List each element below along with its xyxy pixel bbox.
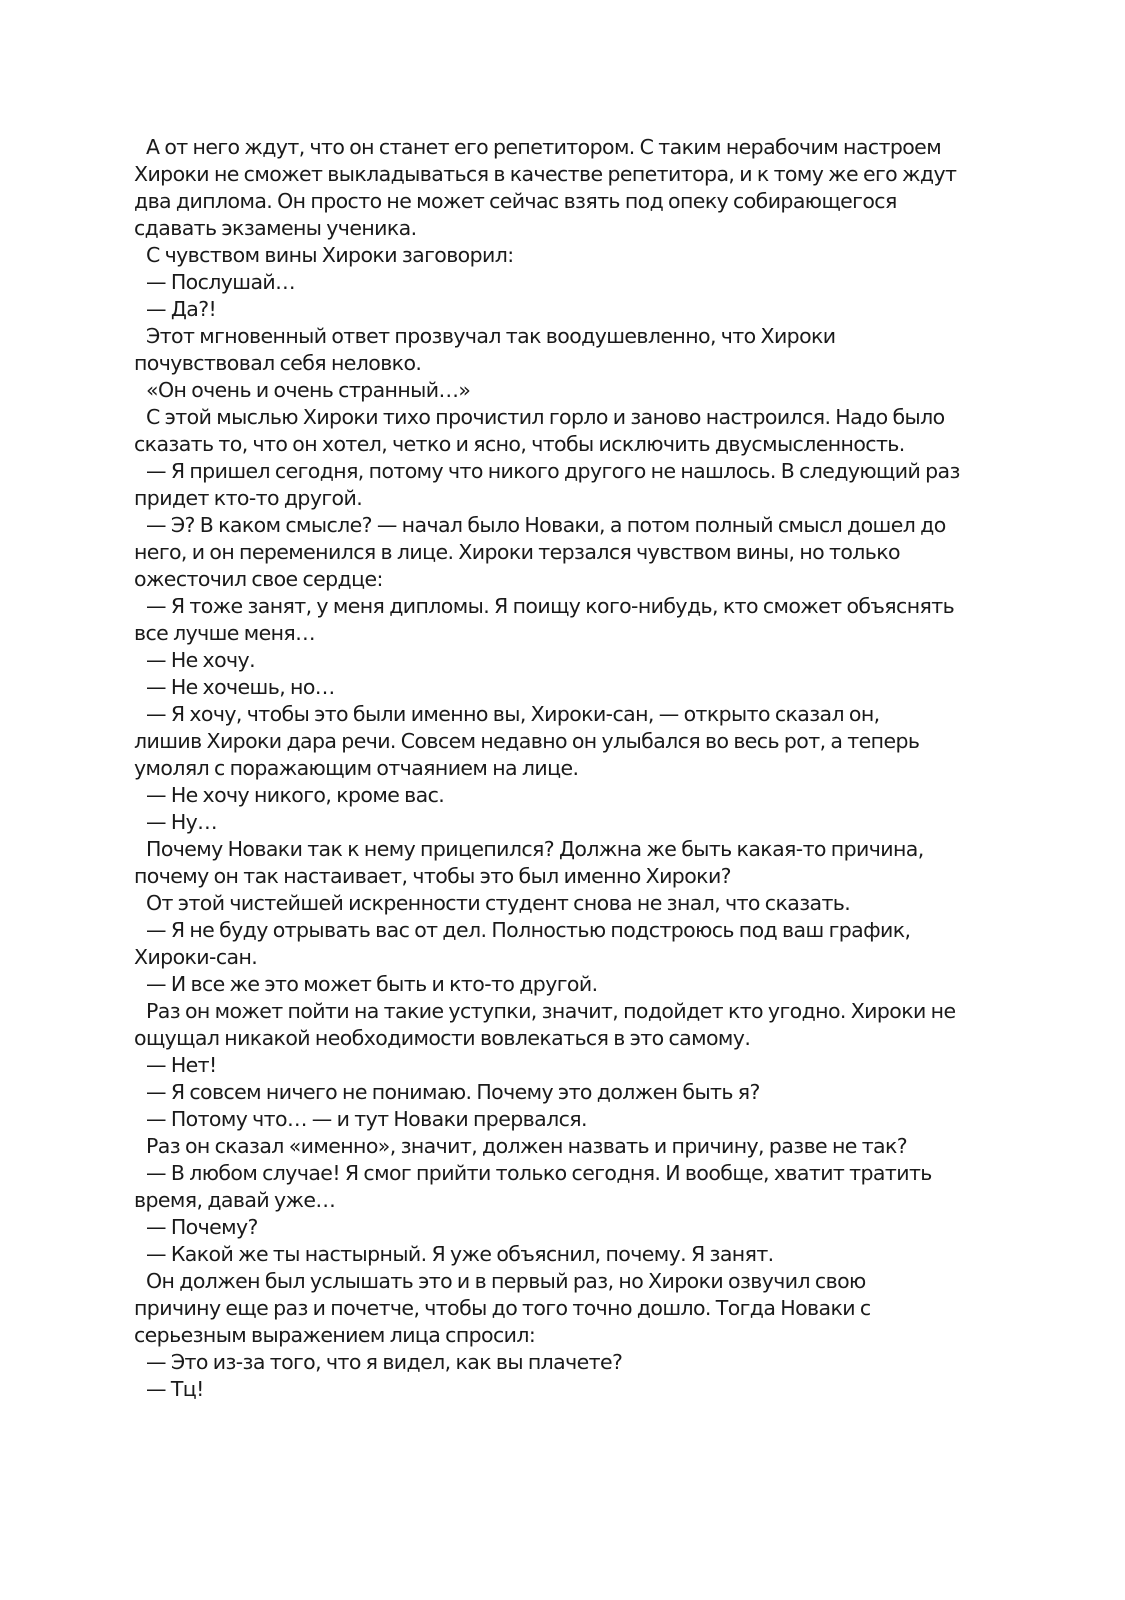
- document-page: [134, 134, 994, 1403]
- text-line: От этой чистейшей искренности студент снова не знал, что сказать.: [146, 891, 851, 915]
- text-line: — Э? В каком смысле? — начал было Новаки, а потом полный смысл дошел до: [146, 513, 946, 537]
- text-line: все лучше меня…: [134, 621, 316, 645]
- text-line: ощущал никакой необходимости вовлекаться в это самому.: [134, 1026, 751, 1050]
- text-line: — Я хочу, чтобы это были именно вы, Хироки-сан, — открыто сказал он,: [146, 702, 880, 726]
- text-line: — Я совсем ничего не понимаю. Почему это должен быть я?: [146, 1080, 760, 1104]
- text-line: придет кто-то другой.: [134, 486, 363, 510]
- text-line: — Не хочешь, но…: [146, 675, 335, 699]
- text-line: — И все же это может быть и кто-то другой.: [146, 972, 598, 996]
- text-line: А от него ждут, что он станет его репетитором. С таким нерабочим настроем: [146, 135, 942, 159]
- text-line: причину еще раз и почетче, чтобы до того точно дошло. Тогда Новаки с: [134, 1296, 871, 1320]
- text-line: — Я пришел сегодня, потому что никого другого не нашлось. В следующий раз: [146, 459, 960, 483]
- text-line: серьезным выражением лица спросил:: [134, 1323, 536, 1347]
- text-line: — Не хочу.: [146, 648, 255, 672]
- text-line: — Послушай…: [146, 270, 296, 294]
- text-line: Этот мгновенный ответ прозвучал так воодушевленно, что Хироки: [146, 324, 836, 348]
- text-line: — Да?!: [146, 297, 217, 321]
- text-line: — Какой же ты настырный. Я уже объяснил, почему. Я занят.: [146, 1242, 774, 1266]
- text-line: Раз он может пойти на такие уступки, значит, подойдет кто угодно. Хироки не: [146, 999, 956, 1023]
- text-line: — Ну…: [146, 810, 218, 834]
- text-line: «Он очень и очень странный…»: [146, 378, 471, 402]
- text-line: ожесточил свое сердце:: [134, 567, 383, 591]
- text-line: сдавать экзамены ученика.: [134, 216, 417, 240]
- text-line: почувствовал себя неловко.: [134, 351, 422, 375]
- text-line: лишив Хироки дара речи. Совсем недавно он улыбался во весь рот, а теперь: [134, 729, 920, 753]
- text-line: сказать то, что он хотел, четко и ясно, чтобы исключить двусмысленность.: [134, 432, 905, 456]
- text-line: — Тц!: [146, 1377, 204, 1401]
- text-line: Хироки не сможет выкладываться в качестве репетитора, и к тому же его ждут: [134, 162, 957, 186]
- text-line: — Почему?: [146, 1215, 258, 1239]
- text-line: умолял с поражающим отчаянием на лице.: [134, 756, 579, 780]
- text-line: два диплома. Он просто не может сейчас взять под опеку собирающегося: [134, 189, 897, 213]
- text-line: — Я тоже занят, у меня дипломы. Я поищу кого-нибудь, кто сможет объяснять: [146, 594, 955, 618]
- text-line: время, давай уже…: [134, 1188, 336, 1212]
- text-line: — Я не буду отрывать вас от дел. Полностью подстроюсь под ваш график,: [146, 918, 911, 942]
- text-line: Раз он сказал «именно», значит, должен назвать и причину, разве не так?: [146, 1134, 908, 1158]
- text-line: — Это из-за того, что я видел, как вы плачете?: [146, 1350, 623, 1374]
- text-line: — Не хочу никого, кроме вас.: [146, 783, 445, 807]
- text-line: — Нет!: [146, 1053, 217, 1077]
- text-line: — В любом случае! Я смог прийти только сегодня. И вообще, хватит тратить: [146, 1161, 932, 1185]
- text-line: — Потому что… — и тут Новаки прервался.: [146, 1107, 587, 1131]
- text-line: Он должен был услышать это и в первый раз, но Хироки озвучил свою: [146, 1269, 866, 1293]
- text-line: С этой мыслью Хироки тихо прочистил горло и заново настроился. Надо было: [146, 405, 945, 429]
- text-line: него, и он переменился в лице. Хироки терзался чувством вины, но только: [134, 540, 900, 564]
- text-line: С чувством вины Хироки заговорил:: [146, 243, 514, 267]
- text-line: Почему Новаки так к нему прицепился? Должна же быть какая-то причина,: [146, 837, 924, 861]
- text-line: почему он так настаивает, чтобы это был именно Хироки?: [134, 864, 731, 888]
- text-line: Хироки-сан.: [134, 945, 258, 969]
